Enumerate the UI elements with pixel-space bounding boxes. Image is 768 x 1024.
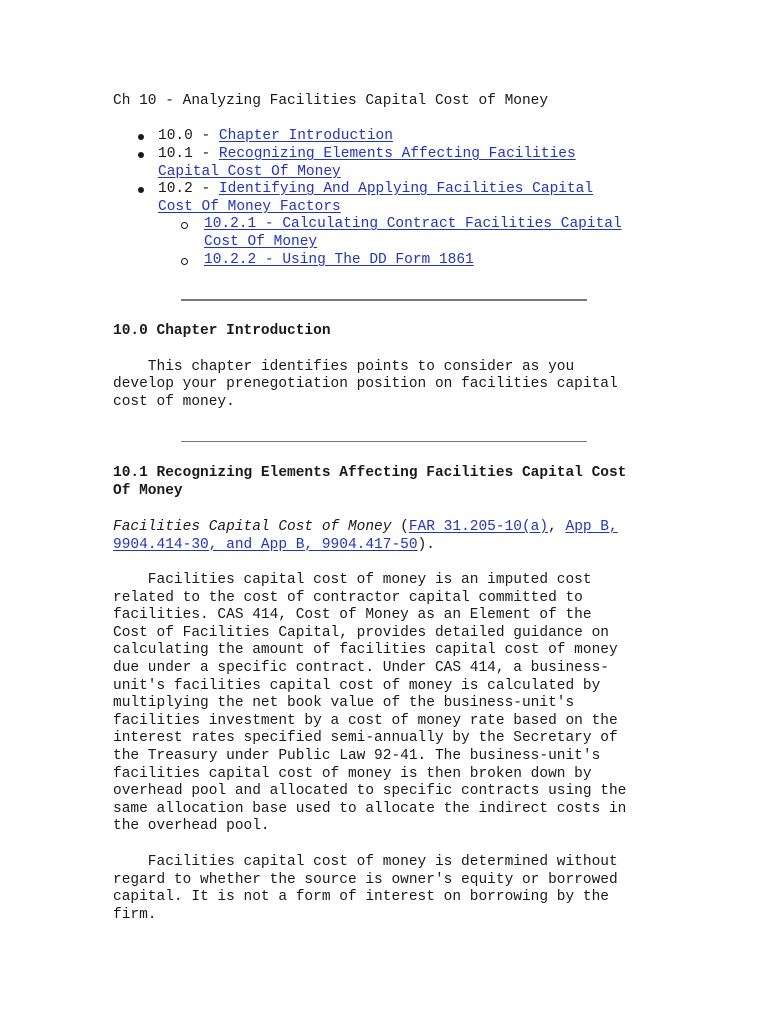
reference-line-cont — [113, 537, 435, 555]
text-line: capital. It is not a form of interest on borrowing by the — [113, 889, 609, 906]
section-heading-10-1-cont: Of Money — [113, 483, 183, 499]
text-line: multiplying the net book value of the business-unit's — [113, 695, 575, 712]
text-line: related to the cost of contractor capital committed to — [113, 589, 583, 606]
text-line: interest rates specified semi-annually by the Secretary of — [113, 730, 618, 747]
toc-item-10-1 — [158, 146, 576, 164]
text-line: the Treasury under Public Law 92-41. The business-unit's — [113, 748, 601, 764]
toc-link-chapter-introduction[interactable]: Chapter Introduction — [218, 128, 393, 144]
punct: ). — [417, 537, 435, 553]
text-line: the overhead pool. — [113, 818, 270, 835]
text-line: firm. — [113, 906, 157, 923]
toc-item-10-2-1 — [204, 216, 622, 234]
text-line: due under a specific contract. Under CAS 414, a business- — [113, 660, 609, 676]
toc-item-10-2 — [158, 181, 593, 199]
text-line: facilities. CAS 414, Cost of Money as an Element of the — [113, 607, 592, 624]
divider — [181, 299, 587, 301]
text-line: develop your prenegotiation position on facilities capital — [113, 376, 618, 392]
toc-link-dd-form-1861[interactable]: 10.2.2 - Using The DD Form 1861 — [204, 252, 474, 268]
link-far-31-205-10a[interactable]: FAR 31.205-10(a) — [408, 519, 549, 535]
toc-prefix: 10.0 - — [158, 128, 219, 144]
text-line: cost of money. — [113, 394, 235, 410]
toc-prefix: 10.1 - — [158, 146, 219, 162]
reference-line — [113, 519, 618, 537]
bullet-circle-icon — [181, 222, 188, 229]
section-heading-10-0: 10.0 Chapter Introduction — [113, 323, 331, 339]
toc-item-10-2-2 — [204, 252, 474, 270]
bullet-disc-icon — [138, 152, 144, 158]
text-line: Facilities capital cost of money is determined without — [113, 854, 618, 870]
text-line: regard to whether the source is owner's equity or borrowed — [113, 871, 618, 888]
section-heading-10-1: 10.1 Recognizing Elements Affecting Facilities Capital Cost — [113, 465, 627, 481]
text-line: facilities investment by a cost of money rate based on the — [113, 712, 618, 729]
toc-link-recognizing-elements-cont[interactable]: Capital Cost Of Money — [158, 164, 341, 180]
toc-link-calculating-contract[interactable]: 10.2.1 - Calculating Contract Facilities Capital — [204, 216, 622, 232]
bullet-disc-icon — [138, 134, 144, 140]
toc-item-10-0 — [158, 128, 393, 146]
toc-link-identifying-applying-cont[interactable]: Cost Of Money Factors — [158, 199, 341, 215]
text-line: unit's facilities capital cost of money is calculated by — [113, 677, 601, 694]
divider — [181, 441, 587, 442]
text-line: facilities capital cost of money is then broken down by — [113, 765, 592, 782]
text-line: calculating the amount of facilities capital cost of money — [113, 642, 618, 659]
reference-title: Facilities Capital Cost of Money — [113, 519, 392, 535]
toc-link-identifying-applying[interactable]: Identifying And Applying Facilities Capital — [218, 181, 594, 197]
punct: , — [548, 519, 566, 535]
link-app-b-cont[interactable]: 9904.414-30, and App B, 9904.417-50 — [113, 537, 418, 553]
text-line: overhead pool and allocated to specific contracts using the — [113, 783, 627, 800]
text-line: same allocation base used to allocate the indirect costs in — [113, 800, 627, 817]
text-line: Cost of Facilities Capital, provides detailed guidance on — [113, 624, 609, 641]
punct: ( — [391, 519, 409, 535]
text-line: This chapter identifies points to consider as you — [113, 359, 575, 375]
document-title: Ch 10 - Analyzing Facilities Capital Cost of Money — [113, 93, 549, 109]
bullet-circle-icon — [181, 258, 188, 265]
toc-link-recognizing-elements[interactable]: Recognizing Elements Affecting Facilities — [218, 146, 576, 162]
toc-prefix: 10.2 - — [158, 181, 219, 197]
toc-link-calculating-contract-cont[interactable]: Cost Of Money — [204, 234, 318, 250]
text-line: Facilities capital cost of money is an imputed cost — [113, 572, 592, 588]
bullet-disc-icon — [138, 187, 144, 193]
link-app-b[interactable]: App B, — [565, 519, 618, 535]
